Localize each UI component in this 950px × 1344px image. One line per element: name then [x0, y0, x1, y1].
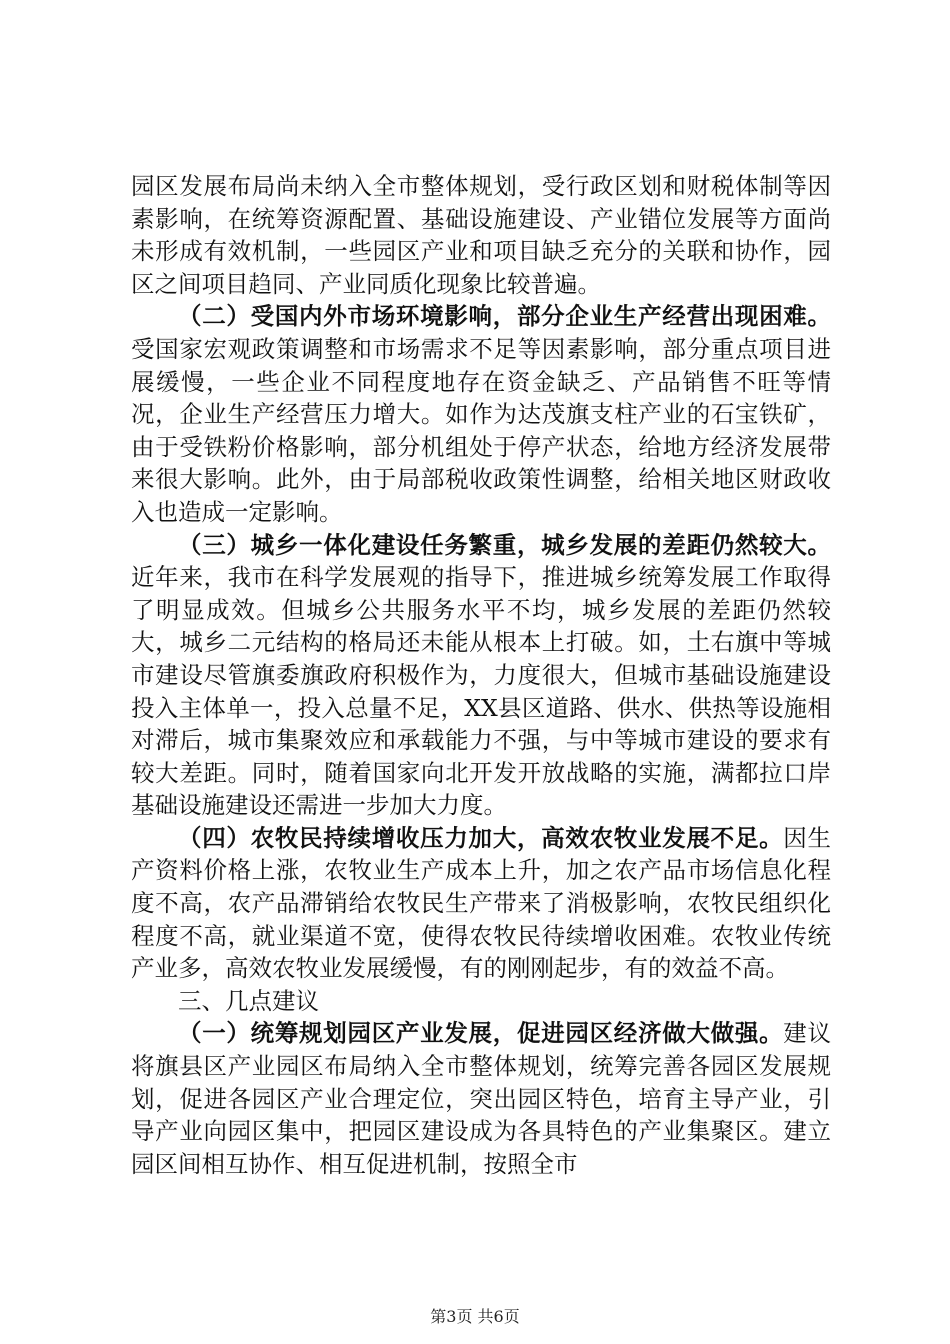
section-heading-3: （三）城乡一体化建设任务繁重，城乡发展的差距仍然较大。 — [178, 530, 831, 559]
paragraph-4-text: 因生产资料价格上涨，农牧业生产成本上升，加之农产品市场信息化程度不高，农产品滞销给农牧民生产带来了消极影响，农牧民组织化程度不高，就业渠道不宽，使得农牧民待续增收困难。农牧业传统产业多，高效农牧业发展缓慢，有的刚刚起步，有的效益不高。 — [131, 823, 832, 983]
paragraph-1 — [131, 170, 831, 300]
paragraph-3 — [131, 529, 831, 822]
paragraph-2-text: 受国家宏观政策调整和市场需求不足等因素影响，部分重点项目进展缓慢，一些企业不同程度地存在资金缺乏、产品销售不旺等情况，企业生产经营压力增大。如作为达茂旗支柱产业的石宝铁矿，由于受铁粉价格影响，部分机组处于停产状态，给地方经济发展带来很大影响。此外，由于局部税收政策性调整，给相关地区财政收入也造成一定影响。 — [131, 334, 831, 526]
paragraph-1-text: 园区发展布局尚未纳入全市整体规划，受行政区划和财税体制等因素影响，在统筹资源配置、基础设施建设、产业错位发展等方面尚未形成有效机制，一些园区产业和项目缺乏充分的关联和协作，园区之间项目趋同、产业同质化现象比较普遍。 — [131, 172, 831, 298]
paragraph-4 — [131, 822, 831, 985]
paragraph-6-text: 建议将旗县区产业园区布局纳入全市整体规划，统筹完善各园区发展规划，促进各园区产业合理定位，突出园区特色，培育主导产业，引导产业向园区集中，把园区建设成为各具特色的产业集聚区。建立园区间相互协作、相互促进机制，按照全市 — [131, 1019, 832, 1178]
paragraph-3-text: 近年来，我市在科学发展观的指导下，推进城乡统筹发展工作取得了明显成效。但城乡公共服务水平不均，城乡发展的差距仍然较大，城乡二元结构的格局还未能从根本上打破。如，土右旗中等城市建设尽管旗委旗政府积极作为，力度很大，但城市基础设施建设投入主体单一，投入总量不足，XX县区道路、供水、供热等设施相对滞后，城市集聚效应和承载能力不强，与中等城市建设的要求有较大差距。同时，随着国家向北开发开放战略的实施，满都拉口岸基础设施建设还需进一步加大力度。 — [131, 563, 831, 820]
section-heading-6: （一）统筹规划园区产业发展，促进园区经济做大做强。 — [178, 1019, 784, 1048]
paragraph-5 — [131, 985, 831, 1018]
paragraph-2 — [131, 300, 831, 528]
page-footer — [0, 1304, 950, 1327]
section-heading-2: （二）受国内外市场环境影响，部分企业生产经营出现困难。 — [178, 302, 831, 331]
section-heading-4: （四）农牧民持续增收压力加大，高效农牧业发展不足。 — [178, 823, 784, 852]
chapter-heading-suggestions: 三、几点建议 — [178, 986, 319, 1015]
document-body — [131, 170, 831, 1180]
page-number-label: 第3页 共6页 — [430, 1307, 520, 1326]
paragraph-6 — [131, 1017, 831, 1180]
